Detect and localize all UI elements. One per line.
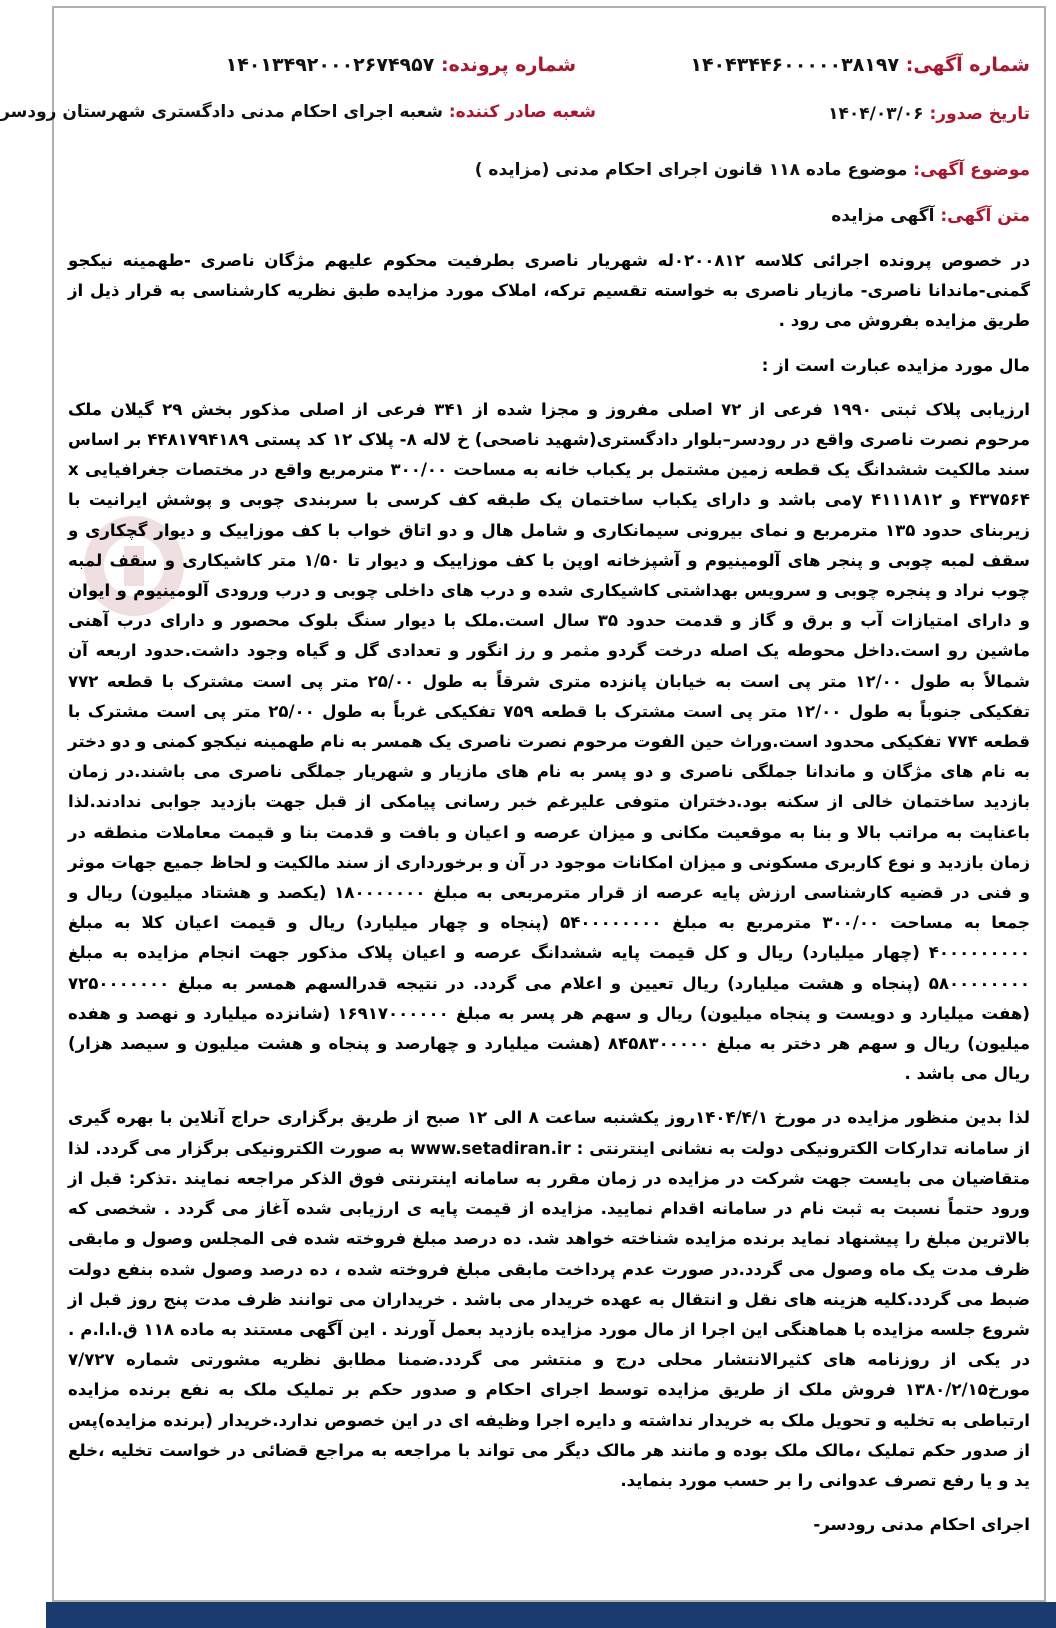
case-number-row (226, 54, 576, 76)
issue-date-value: ۱۴۰۴/۰۳/۰۶ (828, 104, 924, 124)
case-number-value: ۱۴۰۱۳۴۹۲۰۰۰۲۶۷۴۹۵۷ (225, 54, 435, 76)
auction-terms-paragraph: لذا بدین منظور مزایده در مورخ ۱۴۰۴/۴/۱روز یکشنبه ساعت ۸ الی ۱۲ صبح از طریق برگزاری حراج آنلاین با بهره گیری از سامانه تدارکات الکترونیکی دولت به نشانی اینترنتی : www.setadiran.ir به صورت الکترونیکی برگزار می گردد. لذا متقاضیان می بایست جهت شرکت در مزایده در زمان مقرر به سامانه اینترنتی فوق الذکر مراجعه نمایند .تذکر: قبل از ورود حتماً نسبت به ثبت نام در سامانه اقدام نمایید. مزایده از قیمت پایه ی ارزیابی شده آغاز می گردد . شخصی که بالاترین مبلغ را پیشنهاد نماید برنده مزایده شناخته خواهد شد. ده درصد مبلغ فروخته شده فی المجلس وصول و مابقی ظرف مدت یک ماه وصول می گردد.در صورت عدم پرداخت مابقی مبلغ فروخته شده ، ده درصد وصول شده بنفع دولت ضبط می گردد.کلیه هزینه های نقل و انتقال به عهده خریدار می باشد . خریداران می توانند ظرف مدت پنج روز قبل از شروع جلسه مزایده با هماهنگی این اجرا از مال مورد مزایده بازدید بعمل آورند . این آگهی مستند به ماده ۱۱۸ ق.ا.ا.م . در یکی از روزنامه های کثیرالانتشار محلی درج و منتشر می گردد.ضمنا مطابق نظریه مشورتی شماره ۷/۷۲۷ مورخ۱۳۸۰/۲/۱۵ فروش ملک از طریق مزایده توسط اجرای احکام و صدور حکم بر تملیک ملک به نفع برنده مزایده ارتباطی به تخلیه و تحویل ملک به خریدار نداشته و دایره اجرا وظیفه ای در این خصوص ندارد.خریدار (برنده مزایده)پس از صدور حکم تملیک ،مالک ملک بوده و مانند هر مالک دیگر می تواند با مراجعه به مراجع قضائی در خواست تخلیه ،خلع ید و یا رفع تصرف عدوانی را بر حسب مورد بنماید. (68, 1108, 1031, 1490)
intro-paragraph: در خصوص پرونده اجرائی کلاسه ۰۲۰۰۸۱۲له شهریار ناصری بطرفیت محکوم علیهم مژگان ناصری -طهمینه نیکجو گمنی-ماندانا ناصری- مازیار ناصری به خواسته تقسیم ترکه، املاک مورد مزایده طبق نظریه کارشناسی به قرار ذیل از طریق مزایده بفروش می رود . (68, 251, 1030, 331)
property-description-paragraph: ارزیابی پلاک ثبتی ۱۹۹۰ فرعی از ۷۲ اصلی مفروز و مجزا شده از ۳۴۱ فرعی از اصلی مذکور بخش ۲۹ گیلان ملک مرحوم نصرت ناصری واقع در رودسر–بلوار دادگستری(شهید ناصحی) خ لاله ۸- پلاک ۱۲ کد پستی ۴۴۸۱۷۹۴۱۸۹ بر اساس سند مالکیت ششدانگ یک قطعه زمین مشتمل بر یکباب خانه به مساحت ۳۰۰/۰۰ مترمربع واقع در مختصات جغرافیایی x ۴۳۷۵۶۴ و y ۴۱۱۱۸۱۲می باشد و دارای یکباب ساختمان یک طبقه کف کرسی با سربندی چوبی و پوشش ایرانیت با زیربنای حدود ۱۳۵ مترمربع و نمای بیرونی سیمانکاری و شامل هال و دو اتاق خواب با کف موزاییک و دیوار گچکاری و سقف لمبه چوبی و پنجر های آلومینیوم و آشپزخانه اوپن با کف موزاییک و دیوار تا ۱/۵۰ متر کاشیکاری و سقف لمبه چوب نراد و پنجره چوبی و سرویس بهداشتی کاشیکاری شده و درب های داخلی چوبی و درب ورودی آلومینیوم و ایوان و دارای امتیازات آب و برق و گاز و قدمت حدود ۳۵ سال است.ملک با دیوار سنگ بلوک محصور و دارای درب آهنی ماشین رو است.داخل محوطه یک اصله درخت گردو مثمر و رز انگور و تعدادی گل و گیاه وجود داشت.حدود اربعه آن شمالاً به طول ۱۲/۰۰ متر پی است به خیابان پانزده متری شرقاً به طول ۲۵/۰۰ متر پی است مشترک با قطعه ۷۷۲ تفکیکی جنوباً به طول ۱۲/۰۰ متر پی است مشترک با قطعه ۷۵۹ تفکیکی غرباً به طول ۲۵/۰۰ متر پی است مشترک با قطعه ۷۷۴ تفکیکی محدود است.وراث حین الفوت مرحوم نصرت ناصری یک همسر به نام طهمینه نیکجو کمنی و دو دختر به نام های مژگان و ماندانا جملگی ناصری و دو پسر به نام های مازیار و شهریار جملگی ناصری می باشند.در زمان بازدید ساختمان خالی از سکنه بود.دختران متوفی علیرغم خبر رسانی پیامکی از قبل جهت بازدید جوابی ندادند.لذا باعنایت به مراتب بالا و بنا به موقعیت مکانی و میزان عرصه و اعیان و بافت و قدمت بنا و قیمت معاملات منطقه در زمان بازدید و نوع کاربری مسکونی و میزان امکانات موجود در آن و برخورداری از سند مالکیت و لحاظ جمیع جهات موثر و فنی در قضیه کارشناسی ارزش پایه عرصه از قرار مترمربعی به مبلغ ۱۸۰۰۰۰۰۰۰ (یکصد و هشتاد میلیون) ریال و جمعا به مساحت ۳۰۰/۰۰ مترمربع به مبلغ ۵۴۰۰۰۰۰۰۰۰ (پنجاه و چهار میلیارد) ریال و قیمت اعیان کلا به مبلغ ۴۰۰۰۰۰۰۰۰۰ (چهار میلیارد) ریال و کل قیمت پایه ششدانگ عرصه و اعیان پلاک مذکور جهت انجام مزایده به مبلغ ۵۸۰۰۰۰۰۰۰۰ (پنجاه و هشت میلیارد) ریال تعیین و اعلام می گردد. در نتیجه قدرالسهم همسر به مبلغ ۷۲۵۰۰۰۰۰۰۰ (هفت میلیارد و دویست و پنجاه میلیون) ریال و سهم هر پسر به مبلغ ۱۶۹۱۷۰۰۰۰۰۰ (شانزده میلیارد و نهصد و هفده میلیون) ریال و سهم هر دختر به مبلغ ۸۴۵۸۳۰۰۰۰۰ (هشت میلیارد و چهارصد و پنجاه و هشت میلیون و سیصد هزار) ریال می باشد . (68, 399, 1031, 1084)
issuer-row (0, 102, 596, 122)
bottom-bar (46, 1602, 1056, 1628)
notice-body (68, 246, 1030, 1546)
notice-frame (0, 6, 1046, 1602)
notice-header (0, 8, 1044, 178)
ad-number-label: شماره آگهی: (905, 54, 1030, 76)
subject-label: موضوع آگهی: (913, 160, 1030, 180)
text-label: متن آگهی: (940, 206, 1030, 226)
text-title-row (831, 206, 1030, 226)
subject-value: موضوع ماده ۱۱۸ قانون اجرای احکام مدنی (مزایده ) (474, 160, 908, 180)
subject-row (475, 160, 1030, 180)
case-number-label: شماره پرونده: (440, 54, 576, 76)
property-heading: مال مورد مزایده عبارت است از : (761, 355, 1030, 375)
text-value: آگهی مزایده (831, 206, 935, 226)
issue-date-row (828, 104, 1030, 124)
signature-line: اجرای احکام مدنی رودسر- (813, 1515, 1030, 1535)
ad-number-value: ۱۴۰۴۳۴۴۶۰۰۰۰۰۳۸۱۹۷ (690, 54, 900, 76)
issuer-value: شعبه اجرای احکام مدنی دادگستری شهرستان رودسر (0, 102, 443, 122)
ad-number-row (690, 54, 1030, 76)
issue-date-label: تاریخ صدور: (929, 104, 1030, 124)
issuer-label: شعبه صادر کننده: (448, 102, 596, 122)
